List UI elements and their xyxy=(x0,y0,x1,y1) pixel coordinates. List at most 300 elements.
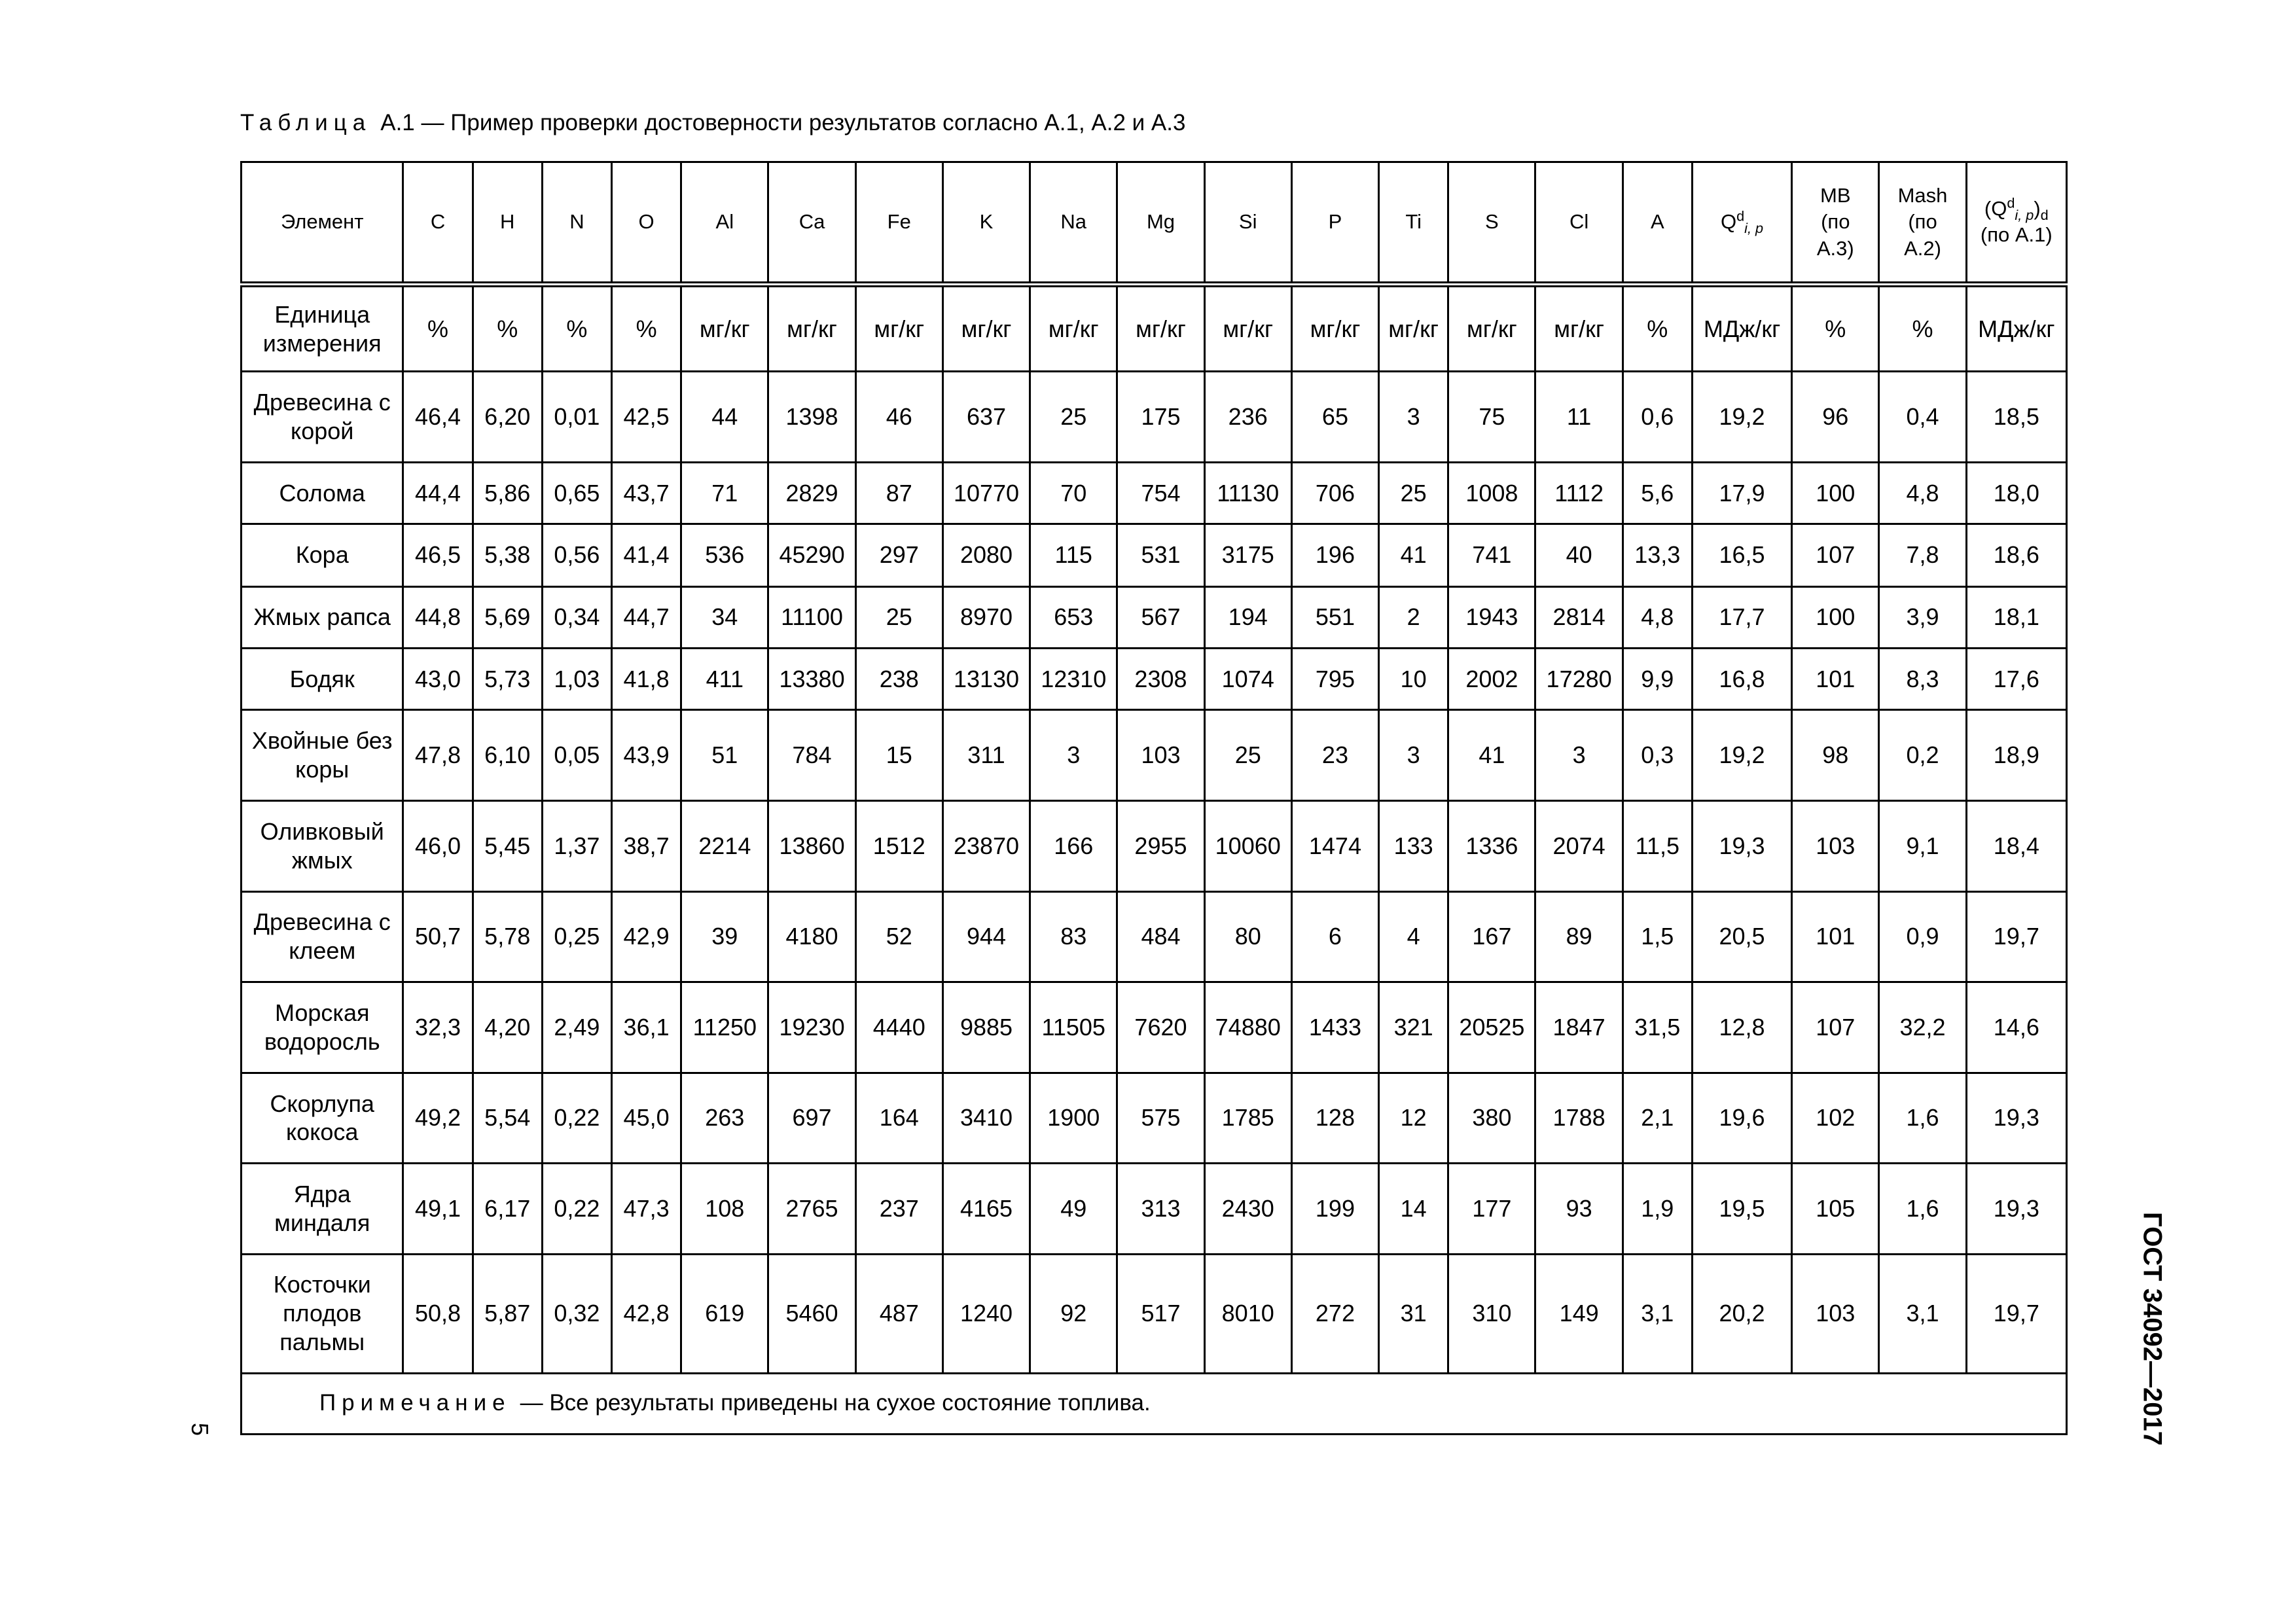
table-cell: 1112 xyxy=(1535,462,1623,524)
table-cell: 93 xyxy=(1535,1164,1623,1255)
table-cell: 1788 xyxy=(1535,1073,1623,1164)
table-cell: 0,22 xyxy=(542,1073,611,1164)
table-cell: 42,9 xyxy=(612,891,681,982)
table-cell: 107 xyxy=(1792,982,1879,1073)
units-cell: мг/кг xyxy=(1535,284,1623,372)
header-h: H xyxy=(473,162,542,285)
table-cell: 44,7 xyxy=(612,586,681,648)
table-cell: 164 xyxy=(855,1073,942,1164)
table-cell: 25 xyxy=(855,586,942,648)
table-cell: 4,8 xyxy=(1623,586,1692,648)
table-cell: 194 xyxy=(1204,586,1291,648)
units-cell: мг/кг xyxy=(1117,284,1204,372)
table-cell: 5,73 xyxy=(473,649,542,710)
table-cell: 1008 xyxy=(1448,462,1535,524)
table-cell: 6,10 xyxy=(473,710,542,801)
header-ca: Ca xyxy=(768,162,855,285)
page-number: 5 xyxy=(187,1422,213,1436)
table-cell: 17280 xyxy=(1535,649,1623,710)
table-cell: 1,9 xyxy=(1623,1164,1692,1255)
header-o: O xyxy=(612,162,681,285)
table-cell: 38,7 xyxy=(612,800,681,891)
table-cell: 11505 xyxy=(1030,982,1117,1073)
table-cell: 175 xyxy=(1117,372,1204,463)
table-cell: 13380 xyxy=(768,649,855,710)
note-label: Примечание xyxy=(319,1390,511,1416)
table-cell: 2074 xyxy=(1535,800,1623,891)
table-cell: 41,8 xyxy=(612,649,681,710)
table-cell: 237 xyxy=(855,1164,942,1255)
table-cell: 25 xyxy=(1379,462,1448,524)
table-cell: 2955 xyxy=(1117,800,1204,891)
table-cell: 18,0 xyxy=(1966,462,2066,524)
table-cell: 0,25 xyxy=(542,891,611,982)
table-cell: 14,6 xyxy=(1966,982,2066,1073)
table-cell: 517 xyxy=(1117,1254,1204,1373)
units-cell: % xyxy=(542,284,611,372)
table-cell: 71 xyxy=(681,462,768,524)
table-cell: 41,4 xyxy=(612,524,681,586)
table-cell: 43,7 xyxy=(612,462,681,524)
table-cell: 101 xyxy=(1792,891,1879,982)
table-cell: 19,7 xyxy=(1966,891,2066,982)
table-cell: 272 xyxy=(1291,1254,1378,1373)
table-cell: 321 xyxy=(1379,982,1448,1073)
table-cell: 80 xyxy=(1204,891,1291,982)
table-row xyxy=(242,800,2067,891)
table-cell: 2,49 xyxy=(542,982,611,1073)
table-cell: 411 xyxy=(681,649,768,710)
table-cell: 149 xyxy=(1535,1254,1623,1373)
header-cl: Cl xyxy=(1535,162,1623,285)
table-cell: 1512 xyxy=(855,800,942,891)
table-cell: 96 xyxy=(1792,372,1879,463)
table-cell: 5,54 xyxy=(473,1073,542,1164)
row-label: Бодяк xyxy=(242,649,403,710)
note-text: — Все результаты приведены на сухое состояние топлива. xyxy=(520,1390,1151,1416)
table-cell: 115 xyxy=(1030,524,1117,586)
table-cell: 103 xyxy=(1792,800,1879,891)
table-cell: 20,2 xyxy=(1692,1254,1791,1373)
table-cell: 1336 xyxy=(1448,800,1535,891)
table-cell: 11100 xyxy=(768,586,855,648)
header-qd: $(Q^d_{i, p})_d$ (по А.1) xyxy=(1966,162,2066,285)
table-row xyxy=(242,586,2067,648)
table-cell: 653 xyxy=(1030,586,1117,648)
units-row xyxy=(242,284,2067,372)
table-cell: 10060 xyxy=(1204,800,1291,891)
table-cell: 1,6 xyxy=(1879,1164,1966,1255)
table-cell: 92 xyxy=(1030,1254,1117,1373)
table-cell: 98 xyxy=(1792,710,1879,801)
table-cell: 795 xyxy=(1291,649,1378,710)
table-cell: 1,5 xyxy=(1623,891,1692,982)
table-cell: 65 xyxy=(1291,372,1378,463)
table-cell: 47,8 xyxy=(403,710,473,801)
table-cell: 50,7 xyxy=(403,891,473,982)
table-cell: 11250 xyxy=(681,982,768,1073)
table-cell: 1847 xyxy=(1535,982,1623,1073)
table-cell: 0,2 xyxy=(1879,710,1966,801)
caption-label: Таблица xyxy=(240,110,372,135)
table-cell: 1,37 xyxy=(542,800,611,891)
table-cell: 46 xyxy=(855,372,942,463)
header-a: A xyxy=(1623,162,1692,285)
table-cell: 5,87 xyxy=(473,1254,542,1373)
table-cell: 17,7 xyxy=(1692,586,1791,648)
table-cell: 11130 xyxy=(1204,462,1291,524)
units-cell: мг/кг xyxy=(681,284,768,372)
table-cell: 3,1 xyxy=(1623,1254,1692,1373)
units-cell: % xyxy=(1879,284,1966,372)
table-cell: 0,6 xyxy=(1623,372,1692,463)
table-cell: 5,78 xyxy=(473,891,542,982)
row-label: Кора xyxy=(242,524,403,586)
table-cell: 177 xyxy=(1448,1164,1535,1255)
table-cell: 741 xyxy=(1448,524,1535,586)
table-cell: 50,8 xyxy=(403,1254,473,1373)
table-cell: 18,5 xyxy=(1966,372,2066,463)
table-cell: 12,8 xyxy=(1692,982,1791,1073)
table-cell: 313 xyxy=(1117,1164,1204,1255)
table-cell: 1474 xyxy=(1291,800,1378,891)
table-cell: 8,3 xyxy=(1879,649,1966,710)
table-cell: 103 xyxy=(1792,1254,1879,1373)
table-cell: 754 xyxy=(1117,462,1204,524)
table-cell: 41 xyxy=(1448,710,1535,801)
table-cell: 42,8 xyxy=(612,1254,681,1373)
table-cell: 5,86 xyxy=(473,462,542,524)
table-cell: 25 xyxy=(1204,710,1291,801)
table-cell: 3 xyxy=(1379,710,1448,801)
header-mg: Mg xyxy=(1117,162,1204,285)
table-cell: 20525 xyxy=(1448,982,1535,1073)
table-cell: 3 xyxy=(1535,710,1623,801)
units-cell: мг/кг xyxy=(942,284,1030,372)
table-cell: 263 xyxy=(681,1073,768,1164)
table-cell: 42,5 xyxy=(612,372,681,463)
table-cell: 8970 xyxy=(942,586,1030,648)
table-cell: 101 xyxy=(1792,649,1879,710)
table-cell: 7620 xyxy=(1117,982,1204,1073)
units-cell: мг/кг xyxy=(1030,284,1117,372)
table-cell: 0,01 xyxy=(542,372,611,463)
row-label: Жмых рапса xyxy=(242,586,403,648)
table-cell: 1433 xyxy=(1291,982,1378,1073)
table-cell: 19,5 xyxy=(1692,1164,1791,1255)
table-cell: 19,7 xyxy=(1966,1254,2066,1373)
table-cell: 9,9 xyxy=(1623,649,1692,710)
table-row xyxy=(242,1073,2067,1164)
table-cell: 4165 xyxy=(942,1164,1030,1255)
header-mb: MB (по А.3) xyxy=(1792,162,1879,285)
row-label: Хвойные без коры xyxy=(242,710,403,801)
table-cell: 17,6 xyxy=(1966,649,2066,710)
header-si: Si xyxy=(1204,162,1291,285)
header-k: K xyxy=(942,162,1030,285)
table-cell: 6,20 xyxy=(473,372,542,463)
table-cell: 2 xyxy=(1379,586,1448,648)
table-cell: 575 xyxy=(1117,1073,1204,1164)
units-cell: мг/кг xyxy=(1204,284,1291,372)
table-cell: 19,2 xyxy=(1692,372,1791,463)
table-row xyxy=(242,891,2067,982)
header-element: Элемент xyxy=(242,162,403,285)
table-cell: 5,45 xyxy=(473,800,542,891)
table-cell: 3 xyxy=(1379,372,1448,463)
table-cell: 43,9 xyxy=(612,710,681,801)
table-cell: 16,8 xyxy=(1692,649,1791,710)
table-cell: 3175 xyxy=(1204,524,1291,586)
row-label: Солома xyxy=(242,462,403,524)
table-cell: 0,3 xyxy=(1623,710,1692,801)
table-row xyxy=(242,372,2067,463)
table-cell: 3410 xyxy=(942,1073,1030,1164)
table-cell: 49,2 xyxy=(403,1073,473,1164)
table-cell: 3,1 xyxy=(1879,1254,1966,1373)
units-cell: мг/кг xyxy=(1291,284,1378,372)
table-cell: 10770 xyxy=(942,462,1030,524)
table-cell: 87 xyxy=(855,462,942,524)
table-cell: 13,3 xyxy=(1623,524,1692,586)
table-cell: 46,0 xyxy=(403,800,473,891)
table-cell: 45,0 xyxy=(612,1073,681,1164)
units-cell: % xyxy=(1792,284,1879,372)
table-cell: 1943 xyxy=(1448,586,1535,648)
table-cell: 166 xyxy=(1030,800,1117,891)
table-cell: 11 xyxy=(1535,372,1623,463)
table-cell: 0,4 xyxy=(1879,372,1966,463)
table-cell: 46,4 xyxy=(403,372,473,463)
table-cell: 784 xyxy=(768,710,855,801)
table-cell: 484 xyxy=(1117,891,1204,982)
table-cell: 2002 xyxy=(1448,649,1535,710)
table-cell: 51 xyxy=(681,710,768,801)
table-cell: 34 xyxy=(681,586,768,648)
data-table xyxy=(240,161,2068,1435)
table-cell: 3 xyxy=(1030,710,1117,801)
table-cell: 70 xyxy=(1030,462,1117,524)
table-row xyxy=(242,462,2067,524)
table-cell: 128 xyxy=(1291,1073,1378,1164)
table-cell: 17,9 xyxy=(1692,462,1791,524)
table-caption xyxy=(240,110,1185,136)
table-cell: 103 xyxy=(1117,710,1204,801)
table-cell: 83 xyxy=(1030,891,1117,982)
table-cell: 10 xyxy=(1379,649,1448,710)
table-cell: 310 xyxy=(1448,1254,1535,1373)
table-cell: 5,6 xyxy=(1623,462,1692,524)
table-cell: 9,1 xyxy=(1879,800,1966,891)
table-cell: 44,4 xyxy=(403,462,473,524)
table-cell: 1785 xyxy=(1204,1073,1291,1164)
table-cell: 4180 xyxy=(768,891,855,982)
table-cell: 2214 xyxy=(681,800,768,891)
table-cell: 531 xyxy=(1117,524,1204,586)
table-cell: 0,05 xyxy=(542,710,611,801)
table-cell: 637 xyxy=(942,372,1030,463)
table-cell: 19,3 xyxy=(1692,800,1791,891)
table-cell: 108 xyxy=(681,1164,768,1255)
table-row xyxy=(242,649,2067,710)
header-fe: Fe xyxy=(855,162,942,285)
header-mash: Mash (по А.2) xyxy=(1879,162,1966,285)
header-p: P xyxy=(1291,162,1378,285)
table-cell: 1398 xyxy=(768,372,855,463)
header-al: Al xyxy=(681,162,768,285)
table-cell: 619 xyxy=(681,1254,768,1373)
table-cell: 39 xyxy=(681,891,768,982)
table-cell: 2430 xyxy=(1204,1164,1291,1255)
table-cell: 2814 xyxy=(1535,586,1623,648)
table-cell: 1,6 xyxy=(1879,1073,1966,1164)
table-cell: 105 xyxy=(1792,1164,1879,1255)
table-cell: 1,03 xyxy=(542,649,611,710)
table-cell: 297 xyxy=(855,524,942,586)
table-cell: 7,8 xyxy=(1879,524,1966,586)
units-cell: % xyxy=(473,284,542,372)
header-c: C xyxy=(403,162,473,285)
row-label: Оливковый жмых xyxy=(242,800,403,891)
table-cell: 52 xyxy=(855,891,942,982)
table-cell: 199 xyxy=(1291,1164,1378,1255)
table-row xyxy=(242,1254,2067,1373)
table-cell: 0,22 xyxy=(542,1164,611,1255)
table-cell: 18,6 xyxy=(1966,524,2066,586)
table-cell: 236 xyxy=(1204,372,1291,463)
units-cell: МДж/кг xyxy=(1692,284,1791,372)
table-cell: 0,65 xyxy=(542,462,611,524)
table-cell: 75 xyxy=(1448,372,1535,463)
row-label: Древесина с корой xyxy=(242,372,403,463)
header-s: S xyxy=(1448,162,1535,285)
row-label: Ядра миндаля xyxy=(242,1164,403,1255)
table-cell: 536 xyxy=(681,524,768,586)
table-cell: 12310 xyxy=(1030,649,1117,710)
table-cell: 19,2 xyxy=(1692,710,1791,801)
table-cell: 2080 xyxy=(942,524,1030,586)
row-label: Древесина с клеем xyxy=(242,891,403,982)
table-row xyxy=(242,710,2067,801)
table-cell: 107 xyxy=(1792,524,1879,586)
table-cell: 44,8 xyxy=(403,586,473,648)
units-cell: мг/кг xyxy=(1448,284,1535,372)
table-cell: 32,2 xyxy=(1879,982,1966,1073)
table-cell: 18,1 xyxy=(1966,586,2066,648)
units-cell: % xyxy=(612,284,681,372)
table-cell: 5,38 xyxy=(473,524,542,586)
table-cell: 2829 xyxy=(768,462,855,524)
units-cell: мг/кг xyxy=(768,284,855,372)
table-cell: 4440 xyxy=(855,982,942,1073)
table-cell: 2765 xyxy=(768,1164,855,1255)
table-cell: 551 xyxy=(1291,586,1378,648)
table-cell: 19230 xyxy=(768,982,855,1073)
table-cell: 1240 xyxy=(942,1254,1030,1373)
table-cell: 2308 xyxy=(1117,649,1204,710)
header-n: N xyxy=(542,162,611,285)
table-row xyxy=(242,982,2067,1073)
table-cell: 4,20 xyxy=(473,982,542,1073)
table-cell: 487 xyxy=(855,1254,942,1373)
table-cell: 12 xyxy=(1379,1073,1448,1164)
table-cell: 31 xyxy=(1379,1254,1448,1373)
table-cell: 238 xyxy=(855,649,942,710)
table-cell: 13130 xyxy=(942,649,1030,710)
units-cell: % xyxy=(1623,284,1692,372)
table-cell: 49,1 xyxy=(403,1164,473,1255)
table-cell: 0,32 xyxy=(542,1254,611,1373)
table-cell: 133 xyxy=(1379,800,1448,891)
units-cell: МДж/кг xyxy=(1966,284,2066,372)
table-cell: 46,5 xyxy=(403,524,473,586)
table-cell: 89 xyxy=(1535,891,1623,982)
table-cell: 167 xyxy=(1448,891,1535,982)
table-cell: 0,9 xyxy=(1879,891,1966,982)
table-cell: 9885 xyxy=(942,982,1030,1073)
table-cell: 23 xyxy=(1291,710,1378,801)
table-cell: 15 xyxy=(855,710,942,801)
table-cell: 47,3 xyxy=(612,1164,681,1255)
table-cell: 11,5 xyxy=(1623,800,1692,891)
table-cell: 196 xyxy=(1291,524,1378,586)
table-cell: 8010 xyxy=(1204,1254,1291,1373)
table-cell: 45290 xyxy=(768,524,855,586)
units-cell: мг/кг xyxy=(855,284,942,372)
table-cell: 944 xyxy=(942,891,1030,982)
table-cell: 706 xyxy=(1291,462,1378,524)
table-cell: 6,17 xyxy=(473,1164,542,1255)
table-cell: 19,6 xyxy=(1692,1073,1791,1164)
table-cell: 16,5 xyxy=(1692,524,1791,586)
table-row xyxy=(242,524,2067,586)
table-cell: 100 xyxy=(1792,586,1879,648)
table-cell: 49 xyxy=(1030,1164,1117,1255)
units-cell: % xyxy=(403,284,473,372)
table-cell: 25 xyxy=(1030,372,1117,463)
table-cell: 697 xyxy=(768,1073,855,1164)
table-cell: 4 xyxy=(1379,891,1448,982)
table-cell: 3,9 xyxy=(1879,586,1966,648)
table-cell: 20,5 xyxy=(1692,891,1791,982)
table-cell: 19,3 xyxy=(1966,1164,2066,1255)
table-cell: 5460 xyxy=(768,1254,855,1373)
table-cell: 102 xyxy=(1792,1073,1879,1164)
header-na: Na xyxy=(1030,162,1117,285)
header-ti: Ti xyxy=(1379,162,1448,285)
units-cell: мг/кг xyxy=(1379,284,1448,372)
table-note xyxy=(242,1373,2067,1435)
table-cell: 74880 xyxy=(1204,982,1291,1073)
table-cell: 40 xyxy=(1535,524,1623,586)
table-cell: 0,56 xyxy=(542,524,611,586)
table-cell: 14 xyxy=(1379,1164,1448,1255)
table-cell: 0,34 xyxy=(542,586,611,648)
table-cell: 23870 xyxy=(942,800,1030,891)
table-cell: 36,1 xyxy=(612,982,681,1073)
table-cell: 6 xyxy=(1291,891,1378,982)
table-cell: 4,8 xyxy=(1879,462,1966,524)
table-cell: 5,69 xyxy=(473,586,542,648)
header-q: $Q^d_{i, p}$ xyxy=(1692,162,1791,285)
table-row xyxy=(242,1164,2067,1255)
row-label: Скорлупа кокоса xyxy=(242,1073,403,1164)
table-cell: 380 xyxy=(1448,1073,1535,1164)
table-cell: 19,3 xyxy=(1966,1073,2066,1164)
table-cell: 13860 xyxy=(768,800,855,891)
table-cell: 1900 xyxy=(1030,1073,1117,1164)
table-cell: 18,9 xyxy=(1966,710,2066,801)
